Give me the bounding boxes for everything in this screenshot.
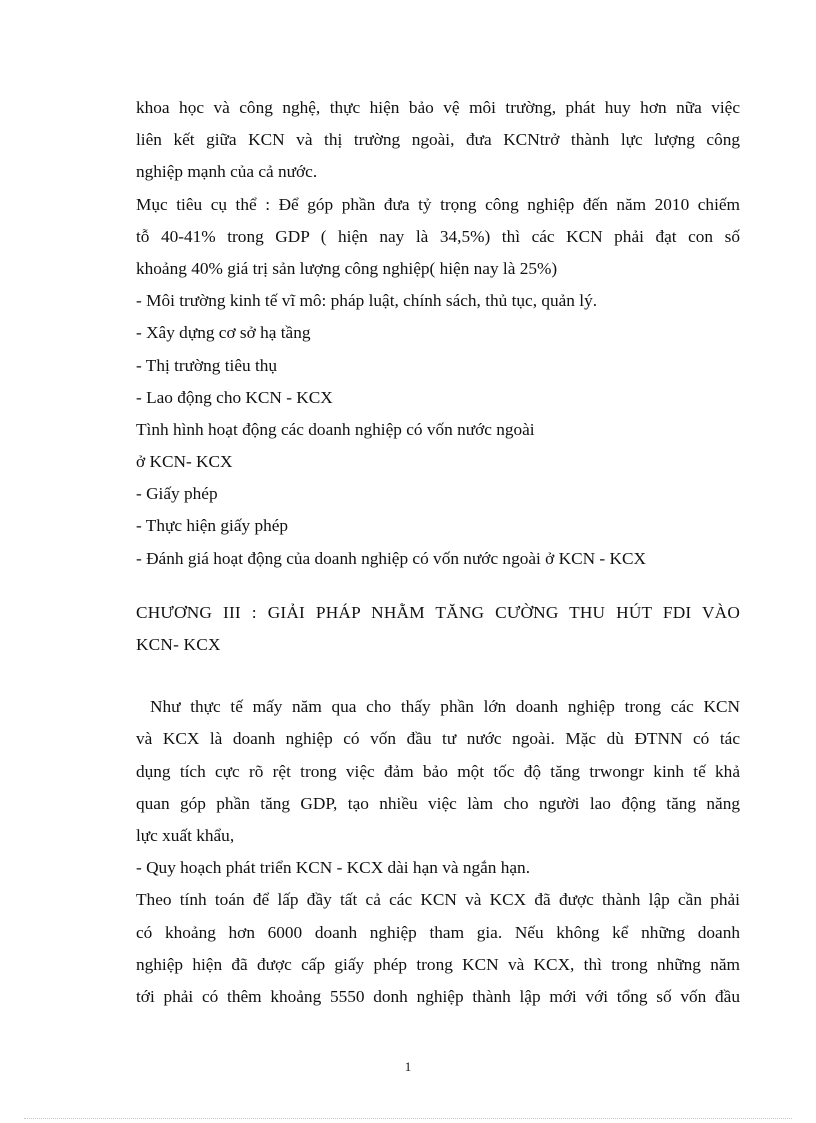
text-line: Tình hình hoạt động các doanh nghiệp có vốn nước ngoài	[136, 419, 535, 439]
text-line: ở KCN- KCX	[136, 452, 233, 472]
text-line: nghiệp mạnh của cả nước.	[136, 162, 318, 182]
text-line: liên kết giữa KCN và thị trường ngoài, đưa KCNtrở thành lực lượng công	[136, 130, 740, 150]
text-line: khoảng 40% giá trị sản lượng công nghiệp( hiện nay là 25%)	[136, 258, 558, 278]
text-line: dụng tích cực rõ rệt trong việc đảm bảo một tốc độ tăng trwongr kinh tế khả	[136, 761, 740, 781]
list-item: - Giấy phép	[136, 484, 218, 504]
text-line: lực xuất khẩu,	[136, 825, 235, 845]
text-line: tới phải có thêm khoảng 5550 donh nghiệp thành lập mới với tổng số vốn đầu	[136, 986, 740, 1006]
text-line: khoa học và công nghệ, thực hiện bảo vệ môi trường, phát huy hơn nữa việc	[136, 98, 740, 117]
list-item: - Thực hiện giấy phép	[136, 516, 289, 536]
chapter-heading: CHƯƠNG III : GIẢI PHÁP NHẰM TĂNG CƯỜNG THU HÚT FDI VÀO	[136, 602, 740, 622]
text-line: và KCX là doanh nghiệp có vốn đầu tư nước ngoài. Mặc dù ĐTNN có tác	[136, 729, 740, 749]
text-line: Theo tính toán để lấp đầy tất cả các KCN và KCX đã được thành lập cần phải	[136, 890, 740, 910]
list-item: - Thị trường tiêu thụ	[136, 355, 278, 375]
list-item: - Đánh giá hoạt động của doanh nghiệp có vốn nước ngoài ở KCN - KCX	[136, 548, 646, 568]
text-line: Mục tiêu cụ thể : Để góp phần đưa tỷ trọng công nghiệp đến năm 2010 chiếm	[136, 194, 740, 214]
list-item: - Quy hoạch phát triển KCN - KCX dài hạn và ngắn hạn.	[136, 858, 531, 878]
page-bottom-border	[24, 1118, 792, 1119]
text-line: quan góp phần tăng GDP, tạo nhiều việc làm cho người lao động tăng năng	[136, 793, 740, 813]
paragraph-first-line: Như thực tế mấy năm qua cho thấy phần lớn doanh nghiệp trong các KCN	[150, 697, 740, 717]
list-item: - Lao động cho KCN - KCX	[136, 387, 333, 407]
list-item: - Môi trường kinh tế vĩ mô: pháp luật, chính sách, thủ tục, quản lý.	[136, 291, 598, 311]
text-line: tỗ 40-41% trong GDP ( hiện nay là 34,5%) thì các KCN phải đạt con số	[136, 226, 740, 246]
page-content	[136, 92, 740, 1013]
page-number: 1	[404, 1059, 412, 1074]
text-line: có khoảng hơn 6000 doanh nghiệp tham gia. Nếu không kể những doanh	[136, 922, 740, 942]
text-line: nghiệp hiện đã được cấp giấy phép trong KCN và KCX, thì trong những năm	[136, 954, 740, 974]
list-item: - Xây dựng cơ sở hạ tầng	[136, 323, 311, 343]
chapter-heading-continued: KCN- KCX	[136, 635, 221, 654]
